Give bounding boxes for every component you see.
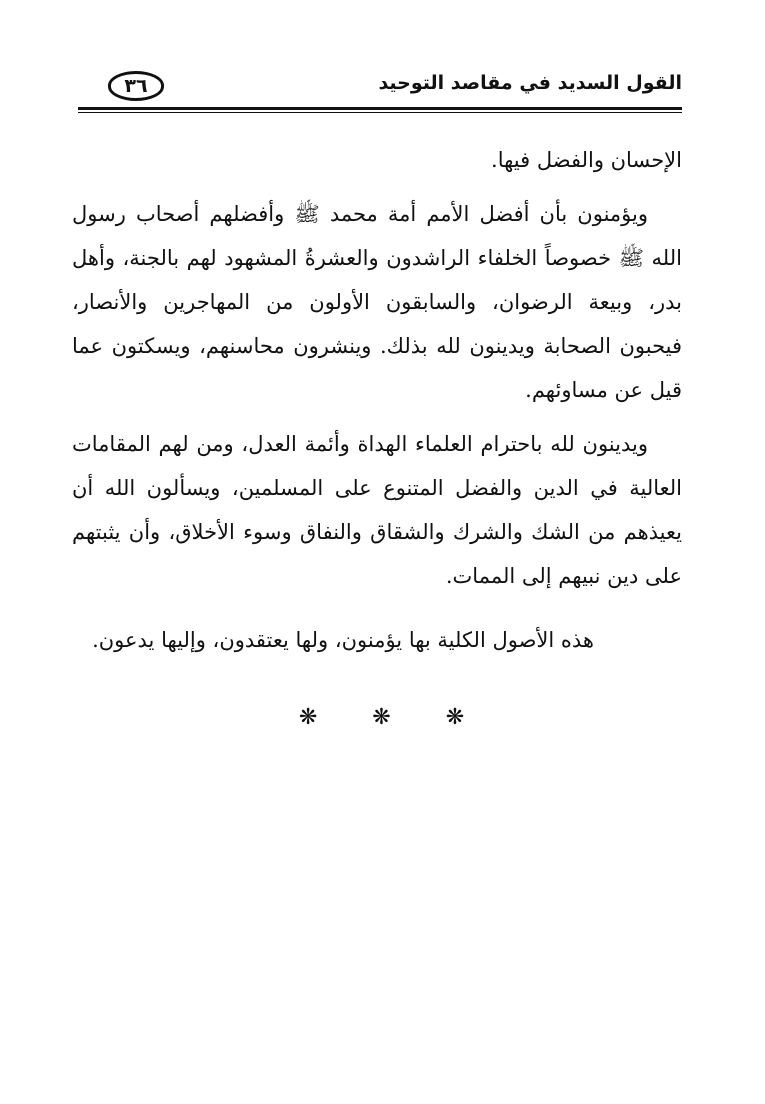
section-divider-ornament: [0, 705, 765, 730]
header-rule-thin: [78, 112, 682, 113]
page-number: ٣٦: [108, 71, 164, 101]
ornament-star-icon: ❋: [298, 705, 320, 730]
page-body: [72, 138, 682, 662]
ornament-star-icon: ❋: [372, 705, 393, 730]
running-title: القول السديد في مقاصد التوحيد: [378, 72, 682, 94]
paragraph-companions: ويؤمنون بأن أفضل الأمم أمة محمد ﷺ وأفضلهم أصحاب رسول الله ﷺ خصوصاً الخلفاء الراشدون والعشرةُ المشهود لهم بالجنة، وأهل بدر، وبيعة الرضوان، والسابقون الأولون من المهاجرين والأنصار، فيحبون الصحابة ويدينون لله بذلك. وينشرون محاسنهم، ويسكتون عما قيل عن مساوئهم.: [72, 202, 682, 402]
paragraph-continuation: الإحسان والفضل فيها.: [491, 148, 682, 172]
ornament-star-icon: ❋: [445, 705, 467, 730]
paragraph-scholars: ويدينون لله باحترام العلماء الهداة وأئمة العدل، ومن لهم المقامات العالية في الدين والفضل المتنوع على المسلمين، ويسألون الله أن يعيذهم من الشك والشرك والشقاق والنفاق وسوء الأخلاق، وأن يثبتهم على دين نبيهم إلى الممات.: [72, 432, 682, 588]
header-rule-thick: [78, 107, 682, 110]
paragraph-closing: هذه الأصول الكلية بها يؤمنون، ولها يعتقدون، وإليها يدعون.: [92, 628, 594, 652]
page-header: [78, 62, 682, 114]
